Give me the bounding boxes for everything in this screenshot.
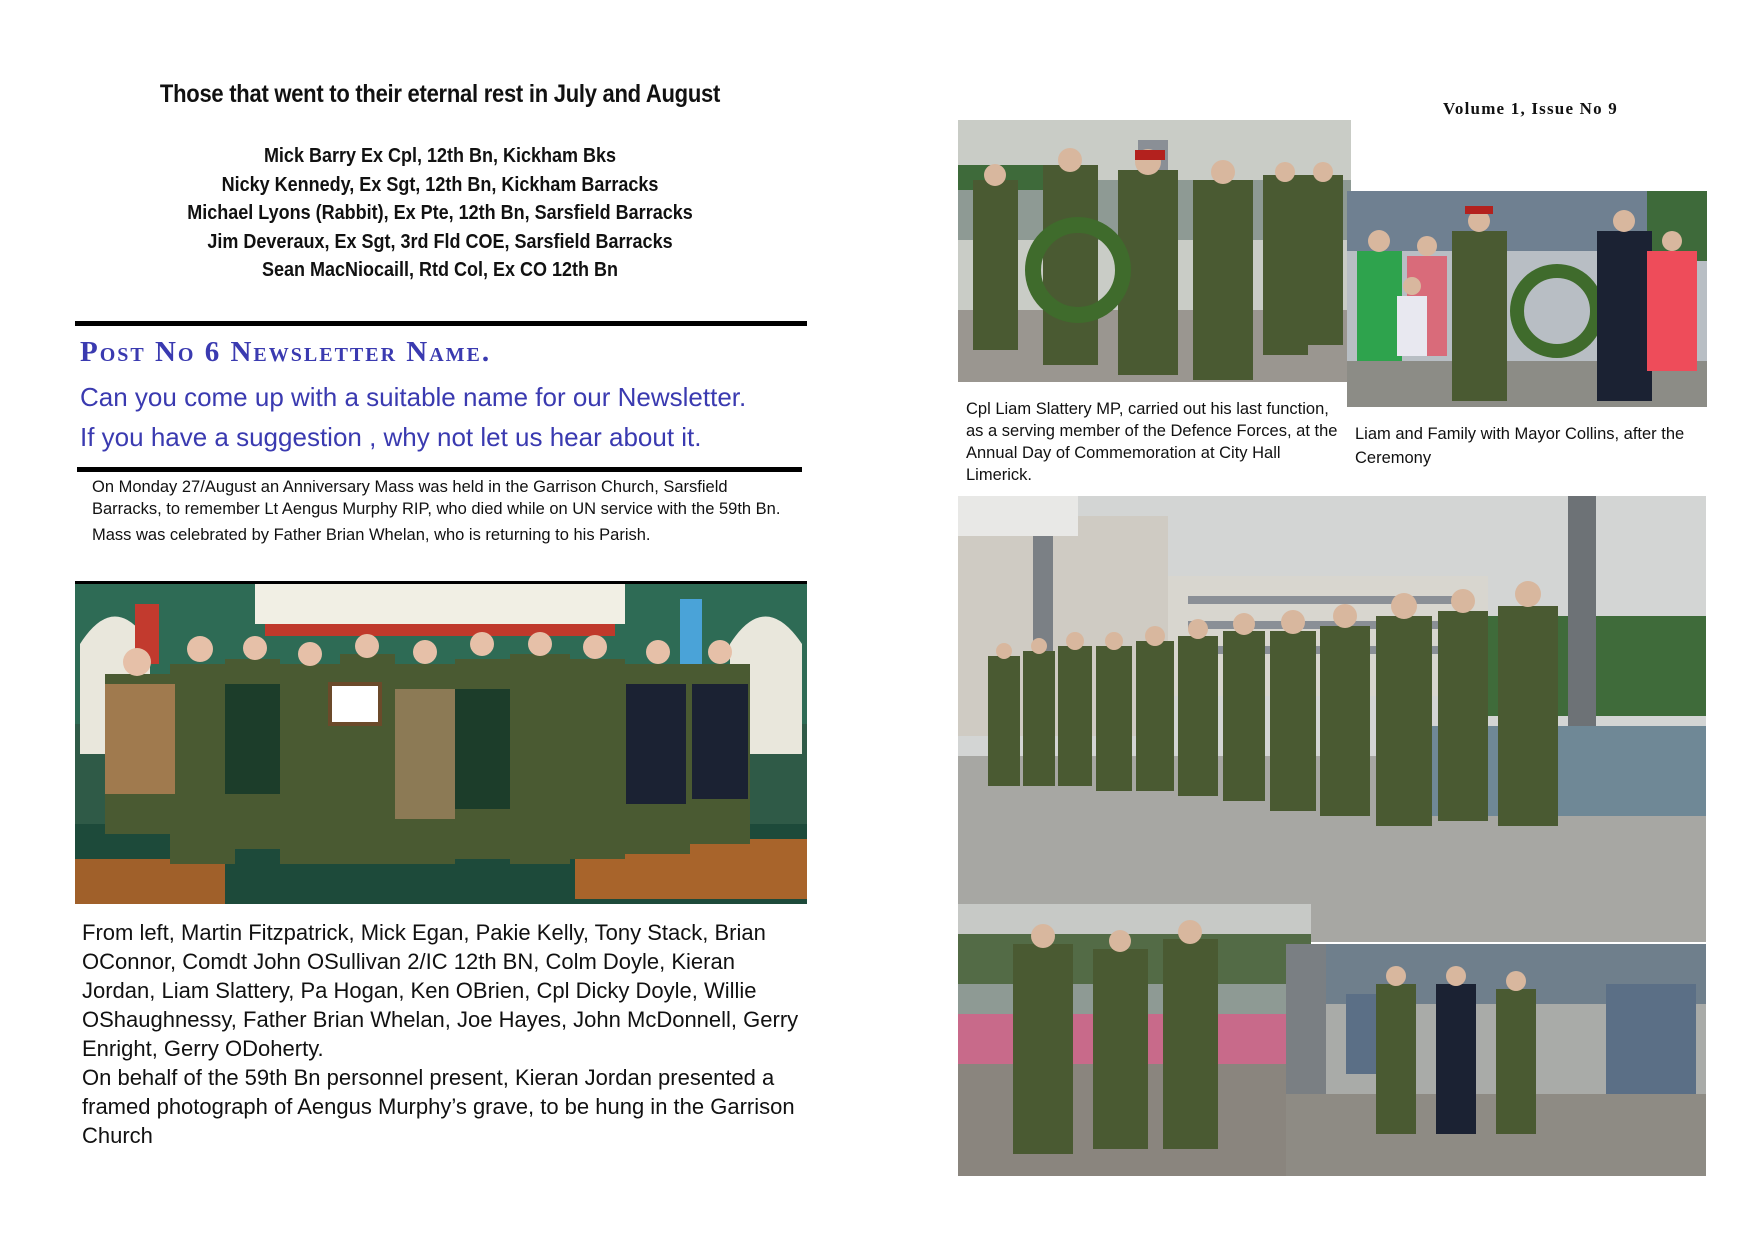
rest-list-item: Jim Deveraux, Ex Sgt, 3rd Fld COE, Sarsfield Barracks	[207, 230, 673, 253]
photo-officers-conversing	[958, 904, 1311, 1176]
photo-wreath-laying	[958, 120, 1351, 382]
mass-paragraph: Mass was celebrated by Father Brian Whelan, who is returning to his Parish.	[92, 526, 651, 544]
rest-list	[125, 142, 755, 285]
divider-rule	[75, 321, 807, 326]
divider-rule	[77, 467, 802, 472]
mass-article	[92, 476, 792, 550]
rest-list-item: Sean MacNiocaill, Rtd Col, Ex CO 12th Bn	[261, 259, 619, 281]
group-photo-caption	[82, 918, 802, 1150]
caption-wreath-laying: Cpl Liam Slattery MP, carried out his last function, as a serving member of the Defence Forces, at the Annual Day of Commemoration at City Hall Limerick.	[966, 400, 1338, 484]
post-text-line: Can you come up with a suitable name for our Newsletter.	[80, 382, 747, 412]
post-text-line: If you have a suggestion , why not let us hear about it.	[80, 422, 702, 452]
group-photo-church	[75, 584, 807, 904]
photo-honour-guard	[958, 496, 1706, 942]
caption-paragraph: From left, Martin Fitzpatrick, Mick Egan, Pakie Kelly, Tony Stack, Brian OConnor, Comdt John OSullivan 2/IC 12th BN, Colm Doyle, Kieran Jordan, Liam Slattery, Pa Hogan, Ken OBrien, Cpl Dicky Doyle, Willie OShaughnessy, Father Brian Whelan, Joe Hayes, John McDonnell, Gerry Enright, Gerry ODoherty.	[82, 920, 799, 1061]
rest-list-item: Michael Lyons (Rabbit), Ex Pte, 12th Bn, Sarsfield Barracks	[187, 202, 693, 224]
rest-list-item: Mick Barry Ex Cpl, 12th Bn, Kickham Bks	[263, 145, 617, 167]
caption-family-mayor: Liam and Family with Mayor Collins, after the Ceremony	[1355, 425, 1685, 467]
post-heading: Post No 6 Newsletter Name.	[80, 336, 492, 368]
photo-mayor-walk	[1286, 944, 1706, 1176]
photo-family-mayor	[1347, 191, 1707, 407]
mass-paragraph: On Monday 27/August an Anniversary Mass was held in the Garrison Church, Sarsfield Barracks, to remember Lt Aengus Murphy RIP, who died while on UN service with the 59th Bn.	[92, 478, 781, 518]
caption-paragraph: On behalf of the 59th Bn personnel present, Kieran Jordan presented a framed photograph of Aengus Murphy’s grave, to be hung in the Garrison Church	[82, 1065, 795, 1148]
rest-list-item: Nicky Kennedy, Ex Sgt, 12th Bn, Kickham Barracks	[221, 173, 659, 196]
issue-volume-label: Volume 1, Issue No 9	[1443, 99, 1618, 118]
rest-title: Those that went to their eternal rest in July and August	[159, 80, 721, 108]
